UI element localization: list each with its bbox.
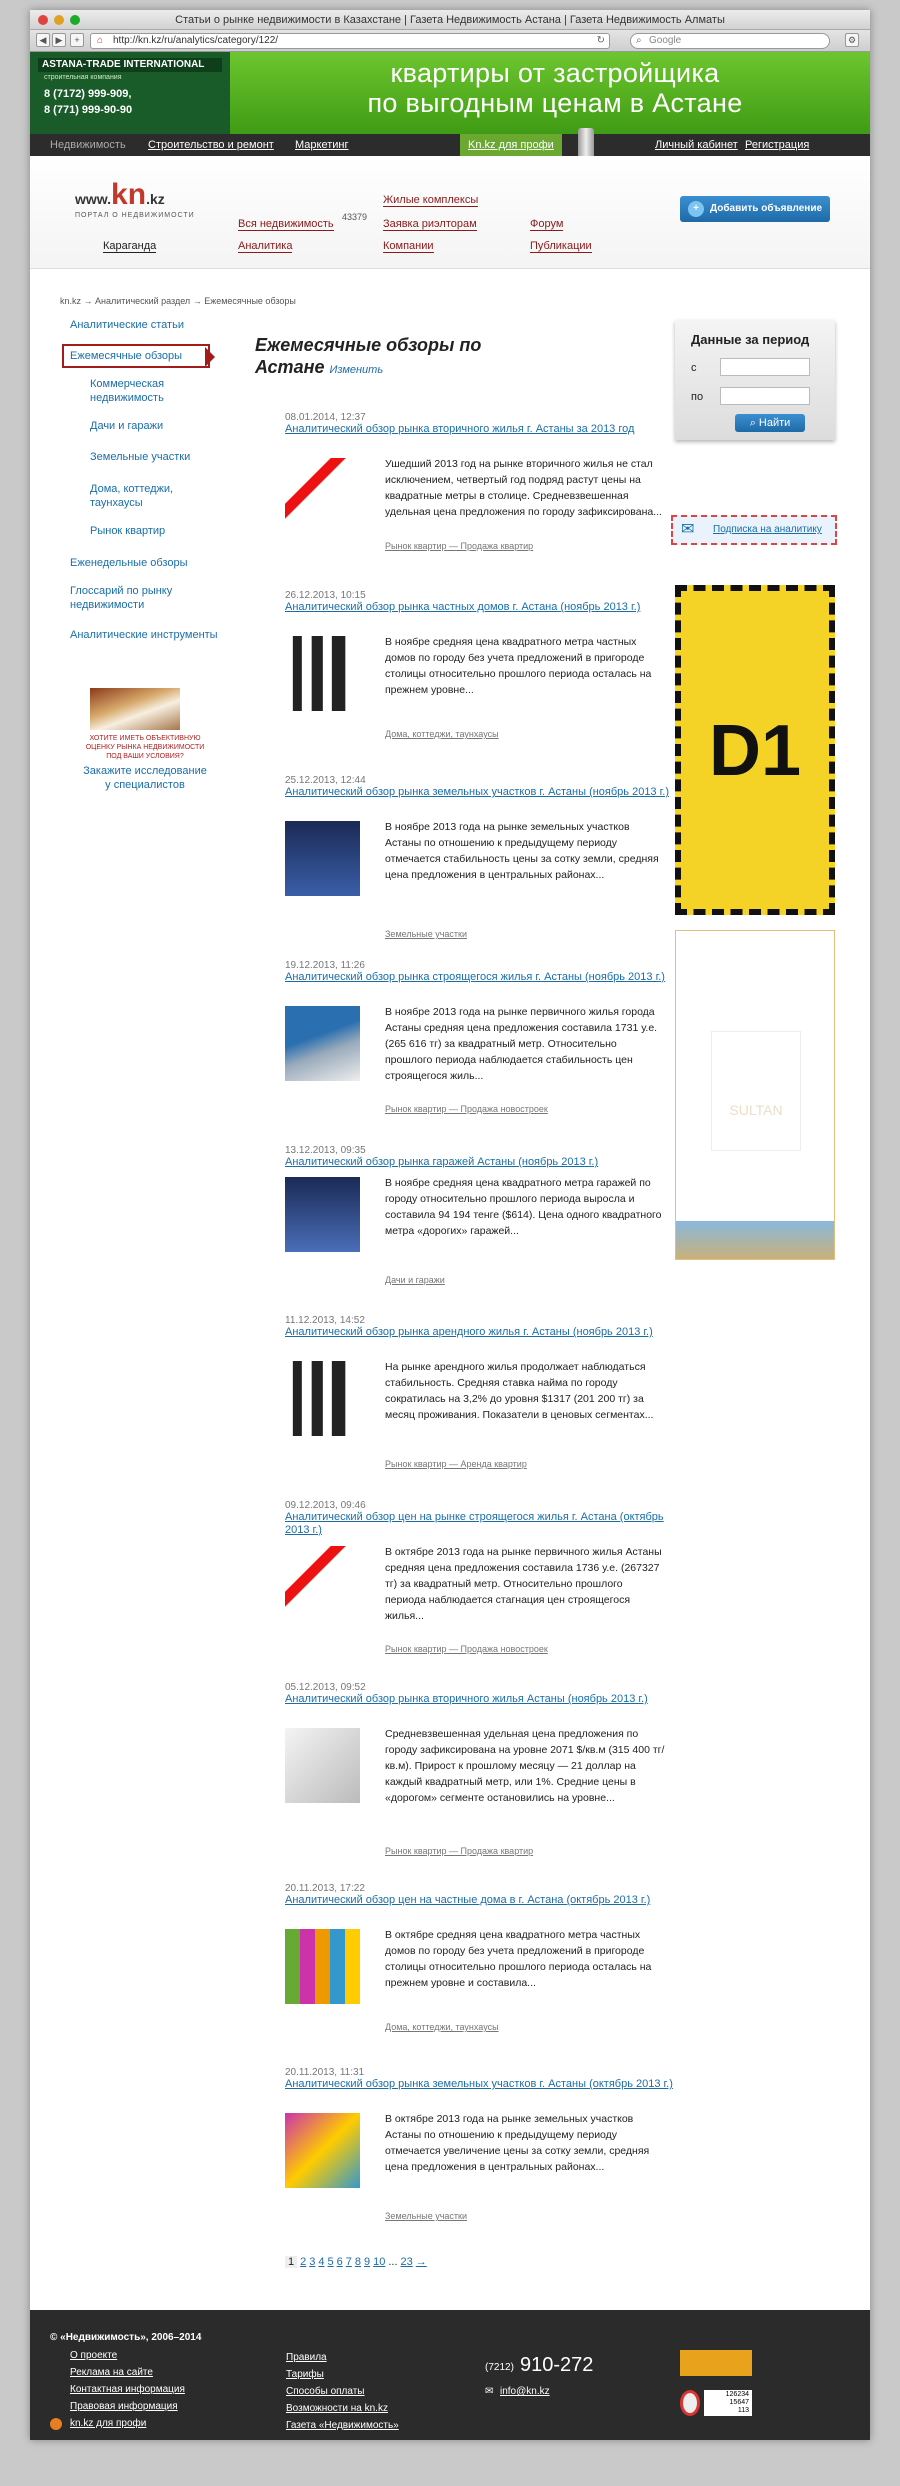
- change-city-link[interactable]: Изменить: [329, 364, 384, 376]
- plus-icon: +: [688, 201, 704, 217]
- promo-text: ХОТИТЕ ИМЕТЬ ОБЪЕКТИВНУЮ ОЦЕНКУ РЫНКА НЕДВИЖИМОСТИ ПОД ВАШИ УСЛОВИЯ?: [85, 735, 205, 760]
- site-footer: [30, 2310, 870, 2440]
- footer-phone: 910-272: [520, 2354, 594, 2376]
- pager-link[interactable]: 10: [373, 2256, 386, 2268]
- article-item: [285, 1883, 685, 2032]
- article-thumbnail[interactable]: [285, 1361, 360, 1436]
- footer-legal[interactable]: Правовая информация: [70, 2401, 178, 2412]
- close-window-button[interactable]: [38, 15, 48, 25]
- article-item: [285, 590, 685, 739]
- article-tag[interactable]: Продажа новостроек: [460, 1104, 548, 1114]
- url-field[interactable]: [90, 33, 610, 49]
- article-tags: [385, 2022, 499, 2032]
- mail-icon: ✉: [485, 2386, 494, 2397]
- subscribe-icon: ✉: [681, 521, 695, 538]
- article-date: 08.01.2014, 12:37: [285, 412, 366, 423]
- left-nav-monthly[interactable]: Ежемесячные обзоры: [70, 350, 183, 362]
- left-nav-dachas[interactable]: Дачи и гаражи: [90, 420, 164, 432]
- period-from-input[interactable]: [720, 358, 810, 376]
- article-tag[interactable]: Дома, коттеджи, таунхаусы: [385, 729, 499, 739]
- ad-phone-2: 8 (771) 999-90-90: [44, 104, 133, 116]
- article-tag[interactable]: Рынок квартир: [385, 1104, 447, 1114]
- back-button[interactable]: ◀: [36, 33, 50, 47]
- add-bookmark-button[interactable]: +: [70, 33, 84, 47]
- pager-link[interactable]: 2: [300, 2256, 307, 2268]
- article-title-link[interactable]: Аналитический обзор рынка земельных участков г. Астаны (октябрь 2013 г.): [285, 2078, 673, 2090]
- article-tag[interactable]: Продажа квартир: [460, 1846, 534, 1856]
- breadcrumb-home[interactable]: kn.kz: [60, 296, 82, 306]
- article-thumbnail[interactable]: [285, 1006, 360, 1081]
- article-tag[interactable]: Дома, коттеджи, таунхаусы: [385, 2022, 499, 2032]
- pager-link[interactable]: ...: [388, 2256, 398, 2268]
- article-title-link[interactable]: Аналитический обзор рынка строящегося жилья г. Астаны (ноябрь 2013 г.): [285, 971, 665, 983]
- article-tag[interactable]: Земельные участки: [385, 2211, 468, 2221]
- period-from-label: с: [691, 362, 697, 374]
- pager-link[interactable]: 5: [327, 2256, 334, 2268]
- article-item: [285, 775, 685, 939]
- pager-link[interactable]: →: [415, 2256, 427, 2268]
- article-date: 19.12.2013, 11:26: [285, 960, 365, 971]
- nav-marketing[interactable]: Маркетинг: [295, 139, 349, 151]
- article-item: [285, 1682, 685, 1856]
- footer-ads[interactable]: Реклама на сайте: [70, 2367, 153, 2378]
- article-excerpt: На рынке арендного жилья продолжает наблюдаться стабильность. Средняя ставка найма по городу сократилась на 3,2% до уровня $1317 (201 200 тг) за месяц проживания. Показатели в ценовых сегментах...: [385, 1361, 654, 1421]
- article-item: [285, 1315, 685, 1469]
- link-forum[interactable]: Форум: [530, 218, 564, 230]
- article-tags: [385, 729, 499, 739]
- link-realtors[interactable]: Заявка риэлторам: [383, 218, 477, 230]
- footer-rules[interactable]: Правила: [286, 2352, 327, 2363]
- left-nav-flats[interactable]: Рынок квартир: [90, 525, 166, 537]
- left-nav-houses[interactable]: Дома, коттеджи, таунхаусы: [90, 483, 174, 509]
- book-icon: [90, 688, 180, 730]
- article-tag[interactable]: Рынок квартир: [385, 541, 447, 551]
- footer-pro[interactable]: kn.kz для профи: [70, 2418, 147, 2429]
- article-tag[interactable]: Рынок квартир: [385, 1644, 447, 1654]
- left-nav-land[interactable]: Земельные участки: [90, 451, 191, 463]
- ad-building-image: [676, 1221, 834, 1259]
- ad-sultan-logo: SULTAN: [711, 1031, 801, 1151]
- article-tag[interactable]: Дачи и гаражи: [385, 1275, 445, 1285]
- site-header: [30, 156, 870, 269]
- article-excerpt: В ноябре средняя цена квадратного метра частных домов по городу без учета предложений в пригороде столицы относительно прошлого периода осталась на прежнем уровне...: [385, 636, 652, 696]
- left-nav-weekly[interactable]: Еженедельные обзоры: [70, 557, 188, 569]
- zoom-window-button[interactable]: [70, 15, 80, 25]
- ad-slot-d1[interactable]: [675, 585, 835, 915]
- article-excerpt: Средневзвешенная удельная цена предложения по городу зафиксирована на уровне 2071 $/кв.м (315 400 тг/кв.м). Прирост к прошлому месяцу — 21 доллар на каждый квадратный метр, или 1%. Средние цены в «дорогом» сегменте остановились на уровне...: [385, 1728, 665, 1804]
- url-text: http://kn.kz/ru/analytics/category/122/: [113, 35, 279, 46]
- article-tags: [385, 1275, 445, 1285]
- pager-link[interactable]: 3: [309, 2256, 316, 2268]
- article-title-link[interactable]: Аналитический обзор рынка земельных участков г. Астаны (ноябрь 2013 г.): [285, 786, 669, 798]
- article-date: 20.11.2013, 11:31: [285, 2067, 365, 2078]
- period-to-label: по: [691, 391, 704, 403]
- article-excerpt: В октябре средняя цена квадратного метра частных домов по городу без учета предложений в пригороде столицы относительно прошлого периода осталась на прежнем уровне и составила...: [385, 1929, 652, 1989]
- article-thumbnail[interactable]: [285, 2113, 360, 2188]
- link-analytics[interactable]: Аналитика: [238, 240, 293, 252]
- ad-phone-1: 8 (7172) 999-909,: [44, 88, 132, 100]
- article-excerpt: В октябре 2013 года на рынке первичного жилья Астаны средняя цена предложения составила 1736 у.е. (267327 тг) за квадратный метр. Относительно прошлого периода наблюдается стагнация цен строящегося жилья...: [385, 1546, 662, 1622]
- realty-count: 43379: [342, 212, 368, 222]
- breadcrumb: kn.kz → Аналитический раздел → Ежемесячные обзоры: [60, 296, 296, 306]
- pager-link[interactable]: 23: [400, 2256, 413, 2268]
- article-title-link[interactable]: Аналитический обзор рынка вторичного жилья г. Астаны за 2013 год: [285, 423, 635, 435]
- article-tag[interactable]: Продажа новостроек: [460, 1644, 548, 1654]
- breadcrumb-current: Ежемесячные обзоры: [204, 296, 296, 306]
- article-thumbnail[interactable]: [285, 821, 360, 896]
- article-thumbnail[interactable]: [285, 1177, 360, 1252]
- footer-newspaper[interactable]: Газета «Недвижимость»: [286, 2420, 399, 2431]
- article-tag[interactable]: Продажа квартир: [460, 541, 534, 551]
- reload-icon[interactable]: ↻: [596, 35, 605, 46]
- add-listing-button[interactable]: + Добавить объявление: [680, 196, 830, 222]
- article-item: [285, 412, 685, 551]
- pager-link[interactable]: 9: [364, 2256, 371, 2268]
- left-nav-tools[interactable]: Аналитические инструменты: [70, 629, 218, 641]
- nav-pro[interactable]: Kn.kz для профи: [460, 134, 562, 156]
- article-item: [285, 2067, 685, 2221]
- address-toolbar: [30, 30, 870, 52]
- link-all-realty[interactable]: Вся недвижимость: [238, 218, 334, 230]
- article-date: 20.11.2013, 17:22: [285, 1883, 365, 1894]
- article-excerpt: В ноябре 2013 года на рынке первичного жилья города Астаны средняя цена предложения составила 1731 у.е. (265 616 тг) за квадратный метр. Относительно прошлого периода наблюдается стабильность цен строящегося жиль...: [385, 1006, 658, 1082]
- article-item: [285, 1145, 685, 1285]
- site-favicon-icon: ⌂: [97, 35, 104, 46]
- article-date: 26.12.2013, 10:15: [285, 590, 366, 601]
- article-tags: [385, 929, 467, 939]
- ad-company-sub: строительная компания: [44, 74, 122, 81]
- pager-link[interactable]: 7: [345, 2256, 352, 2268]
- article-date: 09.12.2013, 09:46: [285, 1500, 366, 1511]
- article-title-link[interactable]: Аналитический обзор рынка гаражей Астаны (ноябрь 2013 г.): [285, 1156, 599, 1168]
- ad-company-name: ASTANA-TRADE INTERNATIONAL: [38, 58, 222, 72]
- logo-subtitle: ПОРТАЛ О НЕДВИЖИМОСТИ: [75, 212, 195, 219]
- article-title-link[interactable]: Аналитический обзор рынка вторичного жилья Астаны (ноябрь 2013 г.): [285, 1693, 648, 1705]
- title-bar: [30, 10, 870, 30]
- footer-about[interactable]: О проекте: [70, 2350, 118, 2361]
- article-tag[interactable]: Аренда квартир: [460, 1459, 527, 1469]
- ad-headline: квартиры от застройщика по выгодным ценам в Астане: [367, 58, 743, 118]
- pro-icon: [50, 2418, 62, 2430]
- stats-counter-2[interactable]: 126234 15647 113: [704, 2390, 752, 2416]
- article-title-link[interactable]: Аналитический обзор цен на рынке строящегося жилья г. Астана (октябрь 2013 г.): [285, 1511, 664, 1536]
- period-title: Данные за период: [691, 332, 810, 347]
- article-title-link[interactable]: Аналитический обзор рынка частных домов г. Астана (ноябрь 2013 г.): [285, 601, 641, 613]
- footer-email[interactable]: info@kn.kz: [500, 2386, 550, 2397]
- article-excerpt: В ноябре средняя цена квадратного метра гаражей по городу относительно прошлого периода выросла и составила 94 194 тенге ($614). Цена одного квадратного метра «дорогих» гаражей...: [385, 1177, 662, 1237]
- window-title: Статьи о рынке недвижимости в Казахстане | Газета Недвижимость Астана | Газета Недвижимость Алматы: [175, 14, 725, 26]
- article-excerpt: Ушедший 2013 год на рынке вторичного жилья не стал исключением, четвертый год подряд растут цены на квадратные метры в столице. Средневзвешенная удельная цена предложения по городу зафиксирована...: [385, 458, 662, 518]
- article-thumbnail[interactable]: [285, 1546, 360, 1621]
- article-item: [285, 960, 685, 1114]
- nav-register[interactable]: Регистрация: [745, 139, 810, 151]
- article-tags: Рынок квартир — Продажа новостроек: [385, 1104, 548, 1114]
- link-complexes[interactable]: Жилые комплексы: [383, 194, 479, 206]
- article-tags: Рынок квартир — Продажа квартир: [385, 1846, 534, 1856]
- left-nav-commercial[interactable]: Коммерческая недвижимость: [90, 378, 165, 404]
- city-select[interactable]: Караганда: [103, 240, 157, 252]
- footer-phone-code: (7212): [485, 2362, 514, 2373]
- article-date: 13.12.2013, 09:35: [285, 1145, 366, 1156]
- article-title-link[interactable]: Аналитический обзор рынка арендного жилья г. Астаны (ноябрь 2013 г.): [285, 1326, 653, 1338]
- footer-tariffs[interactable]: Тарифы: [286, 2369, 324, 2380]
- left-nav-glossary[interactable]: Глоссарий по рынку недвижимости: [70, 585, 173, 611]
- nav-realty[interactable]: Недвижимость: [50, 139, 126, 151]
- article-excerpt: В октябре 2013 года на рынке земельных участков Астаны по отношению к предыдущему периоду отмечается увеличение цены за сотку земли, средняя цена предложения в центральных районах...: [385, 2113, 650, 2173]
- article-thumbnail[interactable]: [285, 1929, 360, 2004]
- subscribe-button[interactable]: ✉ Подписка на аналитику: [671, 515, 837, 545]
- ad-company-logo: [30, 52, 230, 134]
- stats-counter-icon: [680, 2390, 700, 2416]
- article-date: 11.12.2013, 14:52: [285, 1315, 365, 1326]
- article-tag[interactable]: Рынок квартир: [385, 1846, 447, 1856]
- active-arrow-icon: [205, 347, 215, 367]
- promo-link[interactable]: Закажите исследование у специалистов: [83, 765, 207, 791]
- link-companies[interactable]: Компании: [383, 240, 434, 252]
- ad-banner[interactable]: [30, 52, 870, 134]
- article-tags: Рынок квартир — Продажа новостроек: [385, 1644, 548, 1654]
- page-title: Ежемесячные обзоры по Астане Изменить: [255, 335, 482, 377]
- search-placeholder: Google: [649, 35, 682, 46]
- article-date: 25.12.2013, 12:44: [285, 775, 366, 786]
- footer-copyright: © «Недвижимость», 2006–2014: [50, 2332, 202, 2343]
- article-thumbnail[interactable]: [285, 636, 360, 711]
- article-tags: [385, 2211, 467, 2221]
- ad-slot-sultan[interactable]: [675, 930, 835, 1260]
- article-item: [285, 1500, 685, 1654]
- settings-icon[interactable]: ⚙: [845, 33, 859, 47]
- nav-build[interactable]: Строительство и ремонт: [148, 139, 274, 151]
- site-logo[interactable]: www.kn.kz ПОРТАЛ О НЕДВИЖИМОСТИ: [75, 178, 205, 219]
- find-button[interactable]: ⌕ Найти: [735, 414, 805, 432]
- period-to-input[interactable]: [720, 387, 810, 405]
- article-tags: Рынок квартир — Аренда квартир: [385, 1459, 527, 1469]
- stats-counter-1[interactable]: [680, 2350, 752, 2376]
- browser-window: [30, 10, 870, 2440]
- article-date: 05.12.2013, 09:52: [285, 1682, 366, 1693]
- article-thumbnail[interactable]: [285, 458, 360, 533]
- nav-cabinet[interactable]: Личный кабинет: [655, 139, 738, 151]
- minimize-window-button[interactable]: [54, 15, 64, 25]
- link-publications[interactable]: Публикации: [530, 240, 592, 252]
- breadcrumb-section[interactable]: Аналитический раздел: [95, 296, 191, 306]
- article-thumbnail[interactable]: [285, 1728, 360, 1803]
- forward-button[interactable]: ▶: [52, 33, 66, 47]
- pager-current: 1: [285, 2256, 297, 2268]
- search-field[interactable]: [630, 33, 830, 49]
- pager-link[interactable]: 4: [318, 2256, 325, 2268]
- footer-contacts[interactable]: Контактная информация: [70, 2384, 185, 2395]
- article-tags: Рынок квартир — Продажа квартир: [385, 541, 534, 551]
- pager-link[interactable]: 6: [336, 2256, 343, 2268]
- top-nav: [30, 134, 870, 156]
- left-nav-articles[interactable]: Аналитические статьи: [70, 319, 184, 331]
- article-tag[interactable]: Земельные участки: [385, 929, 468, 939]
- pager-link[interactable]: 8: [354, 2256, 361, 2268]
- search-icon: ⌕: [636, 35, 642, 46]
- article-title-link[interactable]: Аналитический обзор цен на частные дома в г. Астана (октябрь 2013 г.): [285, 1894, 651, 1906]
- pagination: [285, 2256, 430, 2268]
- article-excerpt: В ноябре 2013 года на рынке земельных участков Астаны по отношению к предыдущему периоду отмечается стабильность цены за сотку земли, средняя цена предложения в центральных районах...: [385, 821, 659, 881]
- period-box: [675, 320, 835, 440]
- footer-payment[interactable]: Способы оплаты: [286, 2386, 365, 2397]
- article-tag[interactable]: Рынок квартир: [385, 1459, 447, 1469]
- footer-features[interactable]: Возможности на kn.kz: [286, 2403, 388, 2414]
- ad-d1-label: D1: [708, 711, 802, 791]
